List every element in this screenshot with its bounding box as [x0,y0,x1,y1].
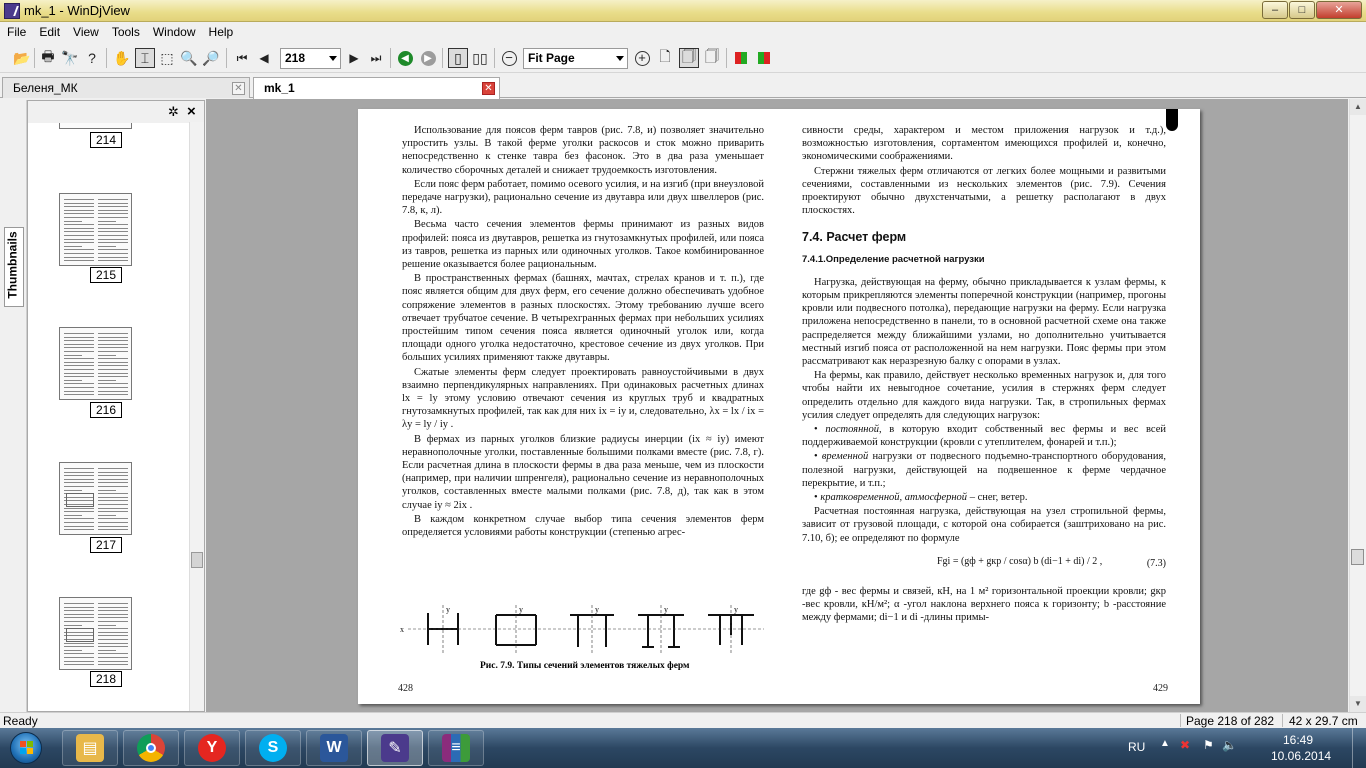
thumbnails-scrollbar[interactable] [189,122,204,711]
thumbnail-text-line [64,210,94,211]
section-heading: 7.4. Расчет ферм [802,230,907,245]
close-icon[interactable]: ✕ [232,82,245,95]
windows-logo-icon [10,732,42,764]
paragraph: сивности среды, характером и местом приложения нагрузок и т.д.), возможностью изготовления, сортаментом имеющихся профилей и, конечно, экономическими соображениями. [802,125,1166,163]
thumbnail-text-line [98,515,116,516]
paragraph: Использование для поясов ферм тавров (рис. 7.8, и) позволяет значительно упростить узлы. В такой ферме уголки раскосов и сток можно приварить непосредственно к стенке тавра без фасонок. Это в два раза уменьшает количество сборочных деталей и снижает трудоемкость изготовления. [402,125,764,176]
thumbnail-text-line [64,625,82,626]
thumbnail-text-line [98,347,128,348]
thumbnail-text-line [98,628,128,629]
thumbnail-text-line [98,221,116,222]
thumbnail-text-line [64,221,82,222]
paragraph: Весьма часто сечения элементов фермы принимают из разных видов профилей: пояса из двутавров, решетка из гнутозамкнутых профилей, или пояса из тавров, решетка из парных или одиночных уголков. Такое комбинированное решение оказывается более рациональным. [402,219,764,271]
taskbar-skype[interactable] [245,730,301,766]
menu-bar [0,22,1366,42]
document-view[interactable] [206,99,1348,712]
thumbnail-page-216[interactable] [59,327,132,400]
help-icon[interactable]: ? [88,50,96,66]
thumbnail-text-line [98,610,128,611]
winrar-icon: ≡ [442,734,470,762]
thumbnail-text-line [98,614,128,615]
close-icon[interactable]: × [187,103,196,120]
paragraph: где gф - вес фермы и связей, кН, на 1 м² горизонтальной проекции кровли; gкр -вес кровли, кН/м²; α -угол наклона верхнего пояса к горизонту; b -расстояние между фермами; di−1 и di -длины примы- [802,585,1166,624]
thumbnail-text-line [64,643,94,644]
zoom-value: Fit Page [528,51,575,65]
list-item: • временной нагрузки от подвесного подъемно-транспортного оборудования, полезной нагрузки, действующей на подвешенное к ферме чердачное перекрытие, и т.п.; [802,451,1166,489]
zoom-rect-icon[interactable]: 🔎 [202,49,220,66]
thumbnail-text-line [98,472,128,473]
formula-7-3 [802,553,1166,579]
thumbnail-text-line [64,199,94,200]
thumbnail-text-line [98,217,128,218]
toolbar-separator [106,48,107,68]
thumbnail-text-line [98,340,128,341]
paragraph: Стержни тяжелых ферм отличаются от легких более мощными и развитыми сечениями, составленными из нескольких элементов (рис. 7.9). Сечения проектируют обычно двухстенчатыми, а решетку располагают в двух плоскостях. [802,165,1166,217]
thumbnail-text-line [64,522,94,523]
windjview-app-icon[interactable] [4,3,20,19]
show-desktop-button[interactable] [1352,728,1366,768]
toolbar-separator [442,48,443,68]
list-text: , в которую входит собственный вес фермы и вес всей поддерживаемой конструкции (кровли с утеплителем, фонарей и т.п.); [802,424,1166,449]
thumbnail-label: 214 [90,132,122,148]
thumbnails-scroll-thumb[interactable] [191,552,203,568]
thumbnail-text-line [64,249,94,250]
word-icon: W [320,734,348,762]
thumbnail-text-line [64,239,94,240]
zoom-out-icon[interactable]: − [499,48,519,68]
scroll-up-icon[interactable]: ▲ [1350,99,1366,115]
thumbnail-text-line [64,646,94,647]
thumbnail-text-line [64,242,94,243]
thumbnail-text-line [64,486,94,487]
paragraph: Если пояс ферм работает, помимо осевого усилия, и на изгиб (при внеузловой передаче нагрузки), рационально сечение из двутавра или двух швеллеров (рис. 7.8, к, л). [402,178,764,217]
page-info: Page 218 of 282 [1186,714,1275,728]
rotate-left-icon[interactable] [731,48,751,68]
thumbnail-text-line [64,340,94,341]
paragraph: Нагрузка, действующая на ферму, обычно прикладывается к узлам фермы, к которым прикрепляются элементы поперечной конструкции (например, прогоны кровли или подвесного потолка), передающие нагрузки на ферму. Если нагрузка приложена непосредственно в панели, то в основной расчетной схеме она также распределяется между ближайшими узлами, но дополнительно учитывается местный изгиб пояса от расположенной на нем нагрузки. Пояс фермы при этом рассматривают как неразрезную балку с опорами в узлах. [802,276,1166,368]
status-bar [0,712,1366,728]
thumbnail-text-line [98,482,128,483]
paragraph: На фермы, как правило, действует несколько временных нагрузок и, для того чтобы найти их невыгодное сочетание, усилия в стержнях ферм следует определить отдельно для каждого вида нагрузки. Так, в стропильных фермах усилия следует определять для следующих нагрузок: [802,370,1166,421]
next-page-icon[interactable]: ▶ [349,51,359,65]
thumbnail-text-line [98,518,128,519]
list-text: нагрузки от подвесного подъемно-транспортного оборудования, полезной нагрузки, действующей на подвешенное к ферме чердачное перекрытие, и т.п.; [802,451,1166,489]
thumbnail-text-line [98,394,128,395]
taskbar-yandex[interactable] [184,730,240,766]
thumbnail-figure [66,493,94,507]
status-text: Ready [3,714,38,728]
zoom-icon[interactable]: 🔍 [180,49,198,66]
thumbnail-text-line [64,260,94,261]
thumbnail-text-line [64,653,94,654]
list-item: • постоянной, в которую входит собственный вес фермы и вес всей поддерживаемой конструкции (кровли с утеплителем, фонарей и т.п.); [802,424,1166,449]
tab-label: mk_1 [264,81,295,95]
skype-icon: S [259,734,287,762]
thumbnail-text-line [64,468,94,469]
thumbnail-text-line [64,383,94,384]
thumbnail-label: 218 [90,671,122,687]
chevron-down-icon [616,56,624,61]
zoom-combo[interactable] [523,48,628,69]
thumbnail-text-line [98,231,128,232]
thumbnails-tab-label: Thumbnails [5,231,20,299]
thumbnail-text-line [98,522,128,523]
thumbnail-text-line [98,661,128,662]
thumbnail-text-line [64,253,94,254]
thumbnail-text-line [64,610,94,611]
figure-caption: Рис. 7.9. Типы сечений элементов тяжелых ферм [480,661,690,671]
thumbnail-text-line [98,621,128,622]
menu-file[interactable]: File [7,25,27,39]
thumbnail-text-line [98,497,128,498]
title-bar [0,0,1366,22]
thumbnail-text-line [98,650,116,651]
thumbnail-text-line [64,482,94,483]
thumbnail-text-line [98,632,128,633]
document-scrollbar[interactable] [1349,99,1366,712]
thumbnail-text-line [98,625,116,626]
taskbar-word[interactable] [306,730,362,766]
first-page-icon[interactable]: ⏮ [236,50,248,65]
thumbnail-text-line [98,206,128,207]
thumbnail-text-line [64,217,94,218]
thumbnail-text-line [64,213,94,214]
display-color-icon[interactable]: 🗍 [679,48,699,68]
thumbnail-text-line [98,228,128,229]
forward-icon[interactable]: ▶ [418,48,438,68]
window-title: mk_1 - WinDjView [24,3,130,18]
thumbnail-text-line [98,351,128,352]
menu-help[interactable]: Help [208,25,234,39]
last-page-icon[interactable]: ⏭ [370,50,382,65]
maximize-button[interactable]: □ [1289,1,1315,19]
thumbnail-text-line [98,508,128,509]
thumbnail-text-line [98,369,128,370]
chevron-down-icon [329,56,337,61]
thumbnail-page-215[interactable] [59,193,132,266]
thumbnail-text-line [98,475,128,476]
thumbnail-text-line [98,603,128,604]
thumbnail-text-line [98,617,128,618]
zoom-in-icon[interactable]: + [632,48,652,68]
select-text-icon[interactable]: ⌶ [135,48,155,68]
thumbnail-text-line [98,529,128,530]
thumbnail-text-line [98,246,116,247]
thumbnail-text-line [98,260,128,261]
thumbnail-text-line [64,235,94,236]
thumbnail-text-line [64,657,94,658]
thumbnail-text-line [64,257,94,258]
thumbnail-text-line [98,333,128,334]
folder-icon: ▤ [76,734,104,762]
display-mask-icon[interactable]: 🗍 [705,48,719,64]
thumbnail-text-line [98,373,128,374]
thumbnail-text-line [98,504,128,505]
menu-view[interactable]: View [73,25,99,39]
subsection-heading: 7.4.1.Определение расчетной нагрузки [802,253,985,265]
toolbar-separator [226,48,227,68]
thumbnail-text-line [98,639,128,640]
thumbnail-text-line [98,387,128,388]
thumbnail-text-line [64,394,94,395]
menu-tools[interactable]: Tools [111,25,140,39]
list-term: постоянной [825,424,879,436]
paragraph: В пространственных фермах (башнях, мачтах, стрелах кранов и т. п.), где пояс является общим для двух ферм, его сечение должно обеспечивать удобное сопряжение элементов в разных плоскостях. Этому требованию лучше всего отвечает трубчатое сечение. В четырехгранных фермах при небольших усилиях простейшим типом сечения пояса является одиночный уголок или, когда площади одного уголка недостаточно, крестовое сечение из двух уголков. При больших усилиях применяют также двутавры. [402,273,764,364]
thumbnail-text-line [98,500,128,501]
print-icon[interactable]: 🖶 [41,48,55,64]
menu-edit[interactable]: Edit [39,25,61,39]
thumbnail-text-line [98,490,116,491]
rotate-right-icon[interactable] [754,48,774,68]
thumbnail-text-line [98,479,128,480]
thumbnail-text-line [64,224,94,225]
list-term: временной [821,451,869,463]
thumbnail-text-line [64,231,94,232]
windjview-icon: ✎ [381,734,409,762]
thumbnail-text-line [64,511,94,512]
thumbnail-text-line [64,358,94,359]
thumbnails-tab[interactable] [4,227,24,307]
thumbnail-text-line [98,493,128,494]
thumbnail-text-line [64,490,82,491]
previous-page-icon[interactable]: ◀ [259,51,269,65]
thumbnail-text-line [64,344,94,345]
thumbnails-panel [27,100,205,712]
list-item: • кратковременной, атмосферной – снег, ветер. [814,492,1028,504]
find-icon[interactable]: 🔭 [61,49,79,66]
thumbnail-page-218[interactable] [59,597,132,670]
thumbnail-text-line [98,653,128,654]
axis-label-y: y [595,605,599,614]
thumbnail-text-line [64,337,94,338]
sidebar-tab-strip [0,100,27,712]
thumbnail-text-line [98,391,128,392]
start-button[interactable] [4,730,48,766]
tray-expand-icon[interactable]: ▲ [1160,738,1170,749]
taskbar-winrar[interactable] [428,730,484,766]
back-icon[interactable]: ◀ [395,48,415,68]
scroll-down-icon[interactable]: ▼ [1350,696,1366,712]
thumbnail-text-line [98,362,128,363]
thumbnail-text-line [64,228,94,229]
thumbnail-text-line [98,249,128,250]
select-rect-icon[interactable]: ⬚ [160,49,174,66]
thumbnail-figure [66,628,94,642]
thumbnail-text-line [64,479,94,480]
axis-label-x: x [400,625,404,634]
network-icon[interactable]: ✖ [1180,738,1191,752]
thumbnail-text-line [98,337,128,338]
taskbar [0,728,1366,768]
formula-number: (7.3) [1146,557,1166,569]
tab-mk1[interactable] [253,77,500,99]
thumbnail-text-line [64,369,94,370]
paragraph: В фермах из парных уголков близкие радиусы инерции (ix ≈ iy) имеют неравнополочные уголки, поставленные большими полками вместе (рис. 7.8, г). Если расчетная длина в плоскости фермы в два раза меньше, чем из плоскости (например, при наличии шпренгеля), рационально сечение из неравнополочных уголков, составленных вместе малыми полками (рис. 7.8, д), так как в этом случае iy ≈ 2ix . [402,433,764,511]
thumbnail-text-line [98,380,116,381]
formula-expression: Fgi = (gф + gкр / cosα) b (di−1 + di) / 2 , [937,555,1103,567]
gear-icon[interactable]: ✲ [168,104,179,119]
thumbnail-text-line [98,526,128,527]
thumbnail-text-line [64,472,94,473]
thumbnail-text-line [98,242,128,243]
thumbnail-text-line [98,664,128,665]
thumbnail-text-line [64,347,94,348]
thumbnail-text-line [64,362,94,363]
thumbnail-text-line [98,203,128,204]
left-page-number: 428 [398,683,413,694]
close-icon[interactable]: ✕ [482,82,495,95]
thumbnail-text-line [98,607,128,608]
open-icon[interactable]: 📂 [13,49,31,66]
thumbnail-text-line [98,235,128,236]
thumbnail-text-line [64,475,94,476]
thumbnail-text-line [64,387,94,388]
left-page-column [402,124,764,540]
thumbnail-label: 217 [90,537,122,553]
thumbnail-text-line [98,468,128,469]
thumbnail-text-line [98,224,128,225]
clock-date[interactable]: 10.06.2014 [1271,749,1332,763]
thumbnail-text-line [64,373,94,374]
axis-label-y: y [734,605,738,614]
thumbnail-text-line [64,351,94,352]
paragraph: Расчетная постоянная нагрузка, действующая на узел стропильной фермы, зависит от грузовой площади, с которой она собирается (заштриховано на рис. 7.10, б); ее определяют по формуле [802,506,1166,544]
taskbar-windjview[interactable] [367,730,423,766]
thumbnail-text-line [64,621,94,622]
flag-icon[interactable]: ⚑ [1203,738,1214,752]
status-separator [1282,714,1283,727]
right-page-number: 429 [1153,683,1168,694]
thumbnail-text-line [98,365,128,366]
thumbnail-text-line [98,239,128,240]
tab-label: Беленя_МК [13,81,78,95]
thumbnail-text-line [98,210,128,211]
paragraph: В каждом конкретном случае выбор типа сечения элементов ферм определяется условиями работы конструкции (степенью агрес- [402,513,764,539]
thumbnail-text-line [98,344,128,345]
chrome-icon [137,734,165,762]
thumbnail-text-line [64,650,82,651]
thumbnail-text-line [64,603,94,604]
thumbnail-text-line [64,515,82,516]
right-page-column [802,124,1166,626]
thumbnail-text-line [64,508,94,509]
tab-belenya[interactable] [2,77,250,98]
thumbnail-text-line [98,355,116,356]
thumbnail-text-line [98,383,128,384]
thumbnail-text-line [98,376,128,377]
thumbnail-text-line [64,661,94,662]
thumbnail-text-line [64,246,82,247]
toolbar-separator [34,48,35,68]
thumbnail-text-line [98,657,128,658]
thumbnail-text-line [64,380,82,381]
close-window-button[interactable]: ✕ [1316,1,1362,19]
thumbnail-text-line [64,206,94,207]
hand-tool-icon[interactable]: ✋ [113,49,131,66]
thumbnail-text-line [64,365,94,366]
thumbnail-text-line [98,199,128,200]
scan-artifact [1166,109,1178,131]
clock-time[interactable]: 16:49 [1283,733,1314,747]
thumbnail-text-line [98,257,128,258]
list-term: кратковременной, атмосферной [820,492,968,504]
paragraph: Сжатые элементы ферм следует проектировать равноустойчивыми в двух взаимно перпендикулярных направлениях. При одинаковых расчетных длинах lx = ly этому условию отвечают сечения из круглых труб и квадратных гнутозамкнутых профилей, так как для них ix = iy и, следовательно, λx = lx / ix = λy = ly / iy . [402,366,764,431]
axis-label-y: y [446,605,450,614]
document-tabs [0,76,1366,98]
thumbnail-text-line [64,526,94,527]
thumbnail-text-line [64,355,82,356]
thumbnail-text-line [64,203,94,204]
document-scroll-thumb[interactable] [1351,549,1364,565]
taskbar-chrome[interactable] [123,730,179,766]
toolbar-separator [726,48,727,68]
thumbnail-page-217[interactable] [59,462,132,535]
language-indicator[interactable]: RU [1128,740,1146,754]
yandex-icon: Y [198,734,226,762]
axis-label-y: y [519,605,523,614]
page-icon[interactable]: 🗋 [659,48,671,64]
thumbnail-text-line [98,486,128,487]
thumbnail-text-line [64,664,94,665]
thumbnail-text-line [64,614,94,615]
thumbnail-text-line [98,643,128,644]
volume-icon[interactable]: 🔈 [1222,738,1237,752]
single-page-icon[interactable]: ▯ [448,48,468,68]
axis-label-y: y [664,605,668,614]
thumbnail-page-214[interactable] [59,123,132,129]
thumbnail-text-line [64,607,94,608]
thumbnail-text-line [98,213,128,214]
thumbnail-text-line [98,358,128,359]
list-text: – снег, ветер. [967,492,1028,504]
thumbnail-text-line [64,617,94,618]
taskbar-explorer[interactable] [62,730,118,766]
status-separator [1180,714,1181,727]
toolbar [0,43,1366,73]
page-size: 42 x 29.7 cm [1289,714,1358,728]
thumbnail-text-line [64,518,94,519]
thumbnail-text-line [64,333,94,334]
page-number-value: 218 [285,51,306,65]
thumbnail-text-line [98,646,128,647]
thumbnail-text-line [64,529,94,530]
thumbnail-label: 215 [90,267,122,283]
facing-pages-icon[interactable]: ▯▯ [472,49,488,66]
minimize-button[interactable]: – [1262,1,1288,19]
thumbnails-header [28,101,204,123]
document-page[interactable] [358,109,1200,704]
thumbnail-label: 216 [90,402,122,418]
thumbnail-text-line [64,376,94,377]
page-number-combo[interactable] [280,48,341,69]
thumbnail-text-line [98,635,128,636]
menu-window[interactable]: Window [152,25,196,39]
toolbar-separator [390,48,391,68]
toolbar-separator [494,48,495,68]
thumbnail-text-line [98,511,128,512]
thumbnail-text-line [98,253,128,254]
thumbnail-text-line [64,391,94,392]
